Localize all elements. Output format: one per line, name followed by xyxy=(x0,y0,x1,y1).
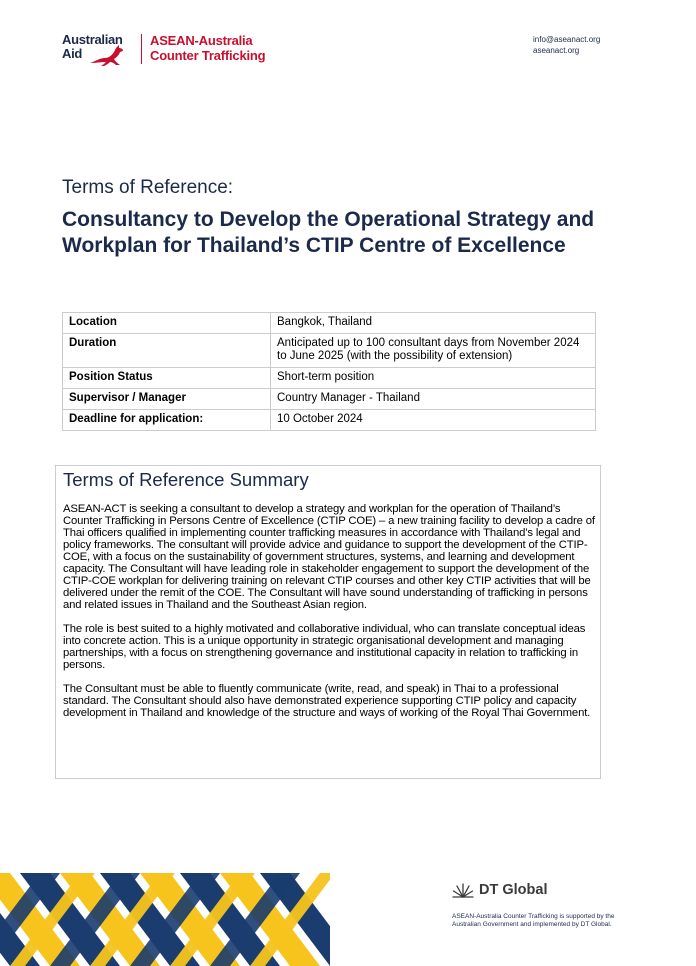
summary-box xyxy=(55,465,601,779)
dt-global-logo xyxy=(452,882,547,898)
program-line1: ASEAN-Australia xyxy=(150,33,253,48)
page-title: Consultancy to Develop the Operational Strategy and Workplan for Thailand’s CTIP Centre of Excellence xyxy=(62,208,595,257)
contact-website[interactable]: aseanact.org xyxy=(533,46,580,55)
details-table xyxy=(62,312,596,431)
table-row xyxy=(63,313,596,334)
contact-block xyxy=(533,34,600,56)
table-row xyxy=(63,334,596,368)
asean-act-logo xyxy=(150,33,265,63)
row-value: Bangkok, Thailand xyxy=(271,313,596,334)
summary-paragraph: ASEAN-ACT is seeking a consultant to develop a strategy and workplan for the operation of Thailand’s Counter Trafficking in Persons Centre of Excellence (CTIP COE) – a new training facility to develop a cadre of Thai officers qualified in implementing counter trafficking measures in accordance with Thailand’s legal and policy frameworks. The consultant will provide advice and guidance to support the development of the CTIP-COE, with a focus on the sustainability of government structures, systems, and learning and development capacity. The Consultant will have leading role in stakeholder engagement to support the development of the CTIP-COE workplan for delivering training on relevant CTIP courses and other key CTIP activities that will be delivered under the remit of the COE. The Consultant will have sound understanding of trafficking in persons and related issues in Thailand and the Southeast Asian region. xyxy=(63,503,595,611)
table-row xyxy=(63,368,596,389)
table-row xyxy=(63,389,596,410)
footer-chevron-pattern xyxy=(0,873,330,966)
tor-label: Terms of Reference: xyxy=(62,177,234,198)
summary-heading: Terms of Reference Summary xyxy=(63,469,309,490)
logo-divider xyxy=(141,34,142,64)
row-label: Supervisor / Manager xyxy=(63,389,271,410)
dt-global-text: DT Global xyxy=(479,882,548,898)
funding-note-line2: Australian Government and implemented by DT Global. xyxy=(452,921,612,928)
row-label: Position Status xyxy=(63,368,271,389)
row-value: Anticipated up to 100 consultant days from November 2024 to June 2025 (with the possibility of extension) xyxy=(271,334,596,368)
kangaroo-icon xyxy=(88,44,126,68)
summary-paragraph: The Consultant must be able to fluently communicate (write, read, and speak) in Thai to a professional standard. The Consultant should also have demonstrated experience supporting CTIP policy and capacity development in Thailand and knowledge of the structure and ways of working of the Royal Thai Government. xyxy=(63,683,591,719)
table-row xyxy=(63,410,596,431)
row-value: Country Manager - Thailand xyxy=(271,389,596,410)
summary-paragraph: The role is best suited to a highly motivated and collaborative individual, who can translate conceptual ideas into concrete action. This is a unique opportunity in strategic organisational development and managing partnerships, with a focus on strengthening governance and institutional capacity in relation to trafficking in persons. xyxy=(63,623,586,671)
row-label: Location xyxy=(63,313,271,334)
row-label: Deadline for application: xyxy=(63,410,271,431)
row-value: 10 October 2024 xyxy=(271,410,596,431)
contact-email[interactable]: info@aseanact.org xyxy=(533,35,601,44)
sunburst-icon xyxy=(452,882,474,898)
funding-note-line1: ASEAN-Australia Counter Trafficking is supported by the xyxy=(452,913,615,920)
australian-aid-line2: Aid xyxy=(62,46,83,61)
row-label: Duration xyxy=(63,334,271,368)
australian-aid-line1: Australian xyxy=(62,32,123,47)
funding-note xyxy=(452,913,614,929)
program-line2: Counter Trafficking xyxy=(150,48,266,63)
summary-body xyxy=(63,503,598,731)
row-value: Short-term position xyxy=(271,368,596,389)
